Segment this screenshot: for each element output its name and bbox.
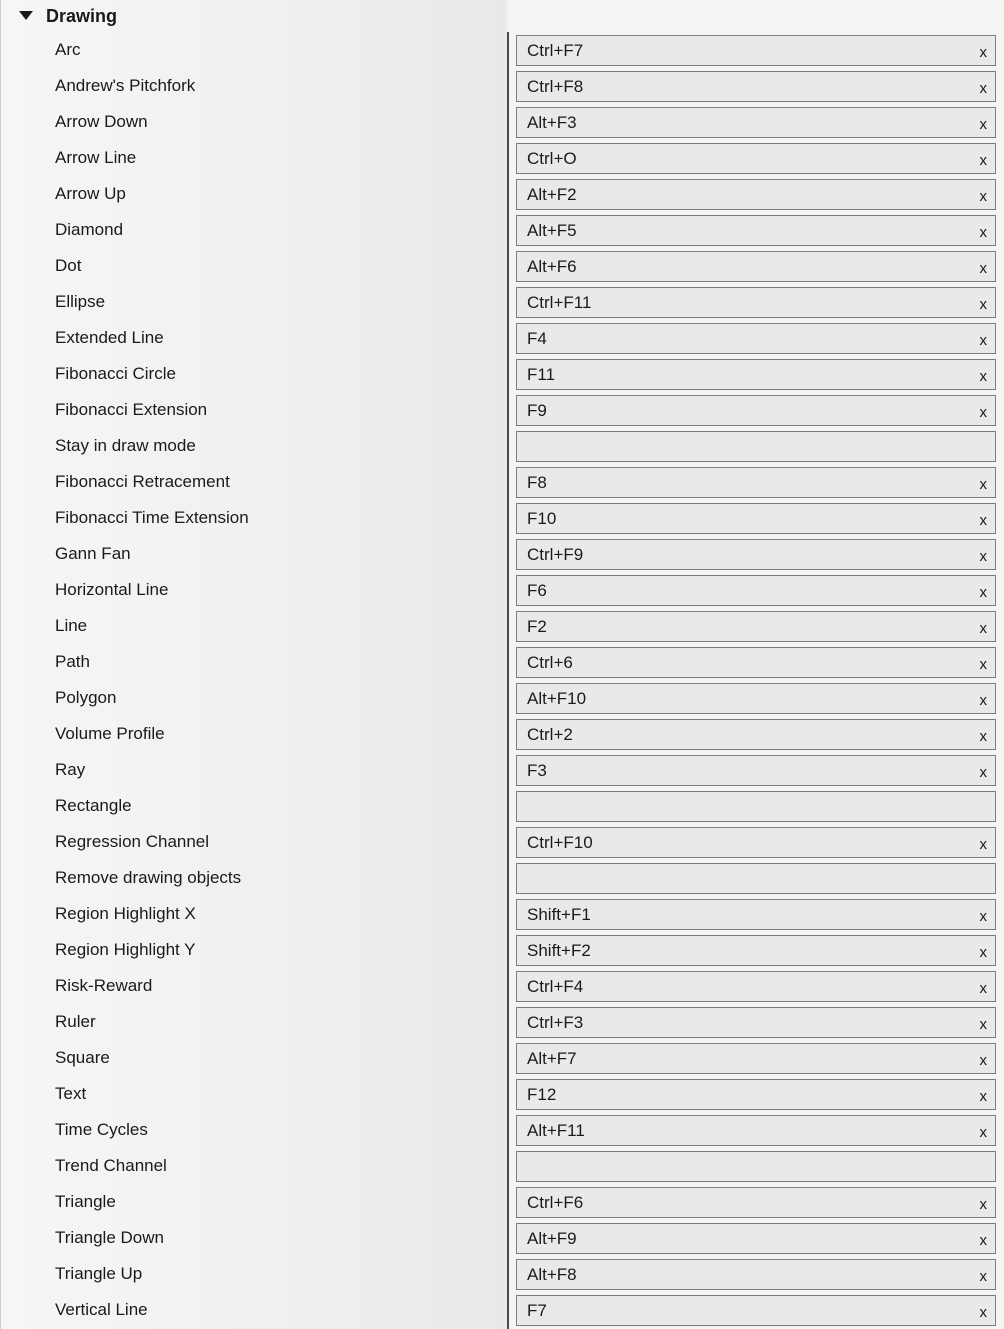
command-label: Gann Fan bbox=[55, 544, 131, 563]
hotkey-input[interactable] bbox=[516, 683, 996, 714]
hotkey-value: Ctrl+F4 bbox=[527, 977, 584, 996]
hotkey-input[interactable] bbox=[516, 755, 996, 786]
command-label: Andrew's Pitchfork bbox=[55, 76, 196, 95]
hotkey-row bbox=[0, 573, 1004, 609]
hotkey-value: Shift+F2 bbox=[527, 941, 591, 960]
clear-hotkey-button[interactable]: x bbox=[979, 944, 987, 961]
hotkey-input[interactable] bbox=[516, 1043, 996, 1074]
hotkey-input[interactable] bbox=[516, 71, 996, 102]
hotkey-row bbox=[0, 1293, 1004, 1329]
clear-hotkey-button[interactable]: x bbox=[979, 80, 987, 97]
clear-hotkey-button[interactable]: x bbox=[979, 368, 987, 385]
hotkey-input[interactable] bbox=[516, 935, 996, 966]
hotkey-input[interactable] bbox=[516, 215, 996, 246]
hotkey-value: Ctrl+O bbox=[527, 149, 577, 168]
clear-hotkey-button[interactable]: x bbox=[979, 908, 987, 925]
hotkey-value: Ctrl+F8 bbox=[527, 77, 584, 96]
clear-hotkey-button[interactable]: x bbox=[979, 44, 987, 61]
hotkey-row bbox=[0, 933, 1004, 969]
command-label: Dot bbox=[55, 256, 82, 275]
command-label: Text bbox=[55, 1084, 87, 1103]
command-label: Line bbox=[55, 616, 88, 635]
command-label: Arrow Line bbox=[55, 148, 137, 167]
clear-hotkey-button[interactable]: x bbox=[979, 1268, 987, 1285]
clear-hotkey-button[interactable]: x bbox=[979, 1088, 987, 1105]
hotkey-row bbox=[0, 285, 1004, 321]
hotkey-value: Alt+F11 bbox=[527, 1121, 585, 1140]
hotkey-input[interactable] bbox=[516, 1007, 996, 1038]
hotkey-row bbox=[0, 1077, 1004, 1113]
clear-hotkey-button[interactable]: x bbox=[979, 1232, 987, 1249]
hotkey-input[interactable] bbox=[516, 35, 996, 66]
hotkey-row bbox=[0, 357, 1004, 393]
clear-hotkey-button[interactable]: x bbox=[979, 224, 987, 241]
command-label: Region Highlight Y bbox=[55, 940, 196, 959]
hotkey-row bbox=[0, 537, 1004, 573]
hotkey-value: F2 bbox=[527, 617, 547, 636]
hotkey-input[interactable] bbox=[516, 575, 996, 606]
hotkey-row bbox=[0, 1257, 1004, 1293]
hotkey-value: Ctrl+F11 bbox=[527, 293, 592, 312]
hotkey-row bbox=[0, 609, 1004, 645]
command-label: Vertical Line bbox=[55, 1300, 148, 1319]
command-label: Arc bbox=[55, 40, 81, 59]
hotkey-row bbox=[0, 1041, 1004, 1077]
hotkey-value: Ctrl+F10 bbox=[527, 833, 593, 852]
command-label: Arrow Down bbox=[55, 112, 148, 131]
command-label: Triangle bbox=[55, 1192, 116, 1211]
clear-hotkey-button[interactable]: x bbox=[979, 260, 987, 277]
hotkey-input[interactable] bbox=[516, 467, 996, 498]
command-label: Triangle Down bbox=[55, 1228, 164, 1247]
hotkey-row bbox=[0, 861, 1004, 897]
hotkey-input[interactable] bbox=[516, 107, 996, 138]
hotkey-input[interactable] bbox=[516, 647, 996, 678]
clear-hotkey-button[interactable]: x bbox=[979, 548, 987, 565]
command-label: Region Highlight X bbox=[55, 904, 196, 923]
command-label: Square bbox=[55, 1048, 110, 1067]
command-label: Fibonacci Retracement bbox=[55, 472, 230, 491]
hotkey-input[interactable] bbox=[516, 791, 996, 822]
clear-hotkey-button[interactable]: x bbox=[979, 476, 987, 493]
clear-hotkey-button[interactable]: x bbox=[979, 1016, 987, 1033]
hotkey-value: Alt+F10 bbox=[527, 689, 587, 708]
command-label: Triangle Up bbox=[55, 1264, 143, 1283]
hotkey-row bbox=[0, 393, 1004, 429]
clear-hotkey-button[interactable]: x bbox=[979, 152, 987, 169]
command-label: Volume Profile bbox=[55, 724, 165, 743]
clear-hotkey-button[interactable]: x bbox=[979, 1052, 987, 1069]
clear-hotkey-button[interactable]: x bbox=[979, 584, 987, 601]
command-label: Diamond bbox=[55, 220, 124, 239]
hotkey-value: F8 bbox=[527, 473, 547, 492]
command-label: Remove drawing objects bbox=[55, 868, 242, 887]
hotkey-row bbox=[0, 969, 1004, 1005]
hotkey-value: Ctrl+2 bbox=[527, 725, 573, 744]
command-label: Fibonacci Circle bbox=[55, 364, 176, 383]
command-label: Arrow Up bbox=[55, 184, 126, 203]
hotkey-value: Alt+F9 bbox=[527, 1229, 577, 1248]
clear-hotkey-button[interactable]: x bbox=[979, 332, 987, 349]
hotkey-input[interactable] bbox=[516, 359, 996, 390]
hotkey-input[interactable] bbox=[516, 611, 996, 642]
command-label: Path bbox=[55, 652, 90, 671]
hotkey-input[interactable] bbox=[516, 827, 996, 858]
hotkey-value: Alt+F3 bbox=[527, 113, 577, 132]
command-label: Stay in draw mode bbox=[55, 436, 196, 455]
hotkey-row bbox=[0, 681, 1004, 717]
hotkey-value: Alt+F2 bbox=[527, 185, 577, 204]
hotkey-value: Ctrl+6 bbox=[527, 653, 573, 672]
hotkey-input[interactable] bbox=[516, 1259, 996, 1290]
hotkey-value: Alt+F6 bbox=[527, 257, 577, 276]
command-label: Extended Line bbox=[55, 328, 164, 347]
hotkey-row bbox=[0, 645, 1004, 681]
hotkey-row bbox=[0, 465, 1004, 501]
hotkey-row bbox=[0, 501, 1004, 537]
hotkey-input[interactable] bbox=[516, 1115, 996, 1146]
hotkey-input[interactable] bbox=[516, 719, 996, 750]
hotkey-row bbox=[0, 717, 1004, 753]
hotkey-input[interactable] bbox=[516, 251, 996, 282]
hotkey-row bbox=[0, 141, 1004, 177]
hotkey-value: F9 bbox=[527, 401, 547, 420]
clear-hotkey-button[interactable]: x bbox=[979, 692, 987, 709]
command-label: Trend Channel bbox=[55, 1156, 167, 1175]
hotkey-row bbox=[0, 1005, 1004, 1041]
command-label: Ruler bbox=[55, 1012, 96, 1031]
hotkey-input[interactable] bbox=[516, 179, 996, 210]
hotkey-input[interactable] bbox=[516, 863, 996, 894]
hotkey-value: F12 bbox=[527, 1085, 557, 1104]
command-label: Ellipse bbox=[55, 292, 106, 311]
hotkey-row bbox=[0, 753, 1004, 789]
clear-hotkey-button[interactable]: x bbox=[979, 512, 987, 529]
command-label: Time Cycles bbox=[55, 1120, 148, 1139]
hotkey-value: Alt+F5 bbox=[527, 221, 577, 240]
hotkey-row bbox=[0, 321, 1004, 357]
command-label: Rectangle bbox=[55, 796, 132, 815]
hotkey-row bbox=[0, 1149, 1004, 1185]
clear-hotkey-button[interactable]: x bbox=[979, 188, 987, 205]
section-title: Drawing bbox=[46, 6, 118, 26]
hotkey-row bbox=[0, 897, 1004, 933]
clear-hotkey-button[interactable]: x bbox=[979, 620, 987, 637]
command-label: Polygon bbox=[55, 688, 117, 707]
hotkey-input[interactable] bbox=[516, 395, 996, 426]
hotkey-input[interactable] bbox=[516, 287, 996, 318]
command-label: Regression Channel bbox=[55, 832, 210, 851]
hotkey-input[interactable] bbox=[516, 1295, 996, 1326]
hotkey-value: F10 bbox=[527, 509, 557, 528]
hotkey-value: Alt+F7 bbox=[527, 1049, 577, 1068]
hotkey-row bbox=[0, 1185, 1004, 1221]
hotkey-row bbox=[0, 1113, 1004, 1149]
clear-hotkey-button[interactable]: x bbox=[979, 296, 987, 313]
hotkey-row bbox=[0, 1221, 1004, 1257]
clear-hotkey-button[interactable]: x bbox=[979, 1196, 987, 1213]
hotkey-row bbox=[0, 177, 1004, 213]
hotkey-row bbox=[0, 249, 1004, 285]
hotkey-row bbox=[0, 105, 1004, 141]
command-label: Fibonacci Extension bbox=[55, 400, 208, 419]
hotkey-input[interactable] bbox=[516, 431, 996, 462]
clear-hotkey-button[interactable]: x bbox=[979, 404, 987, 421]
hotkey-row bbox=[0, 213, 1004, 249]
hotkey-value: F6 bbox=[527, 581, 547, 600]
clear-hotkey-button[interactable]: x bbox=[979, 764, 987, 781]
hotkey-input[interactable] bbox=[516, 1223, 996, 1254]
hotkey-input[interactable] bbox=[516, 539, 996, 570]
hotkey-input[interactable] bbox=[516, 503, 996, 534]
hotkey-row bbox=[0, 69, 1004, 105]
hotkey-value: Ctrl+F7 bbox=[527, 41, 584, 60]
command-label: Horizontal Line bbox=[55, 580, 169, 599]
hotkey-row bbox=[0, 429, 1004, 465]
clear-hotkey-button[interactable]: x bbox=[979, 1124, 987, 1141]
command-label: Ray bbox=[55, 760, 86, 779]
caret-down-icon[interactable] bbox=[19, 11, 33, 20]
hotkey-input[interactable] bbox=[516, 1187, 996, 1218]
hotkey-input[interactable] bbox=[516, 323, 996, 354]
hotkey-row bbox=[0, 789, 1004, 825]
hotkey-row bbox=[0, 33, 1004, 69]
command-label: Fibonacci Time Extension bbox=[55, 508, 249, 527]
hotkey-input[interactable] bbox=[516, 143, 996, 174]
hotkey-list bbox=[0, 33, 1004, 1329]
hotkey-input[interactable] bbox=[516, 1079, 996, 1110]
hotkey-input[interactable] bbox=[516, 899, 996, 930]
hotkey-row bbox=[0, 825, 1004, 861]
clear-hotkey-button[interactable]: x bbox=[979, 980, 987, 997]
clear-hotkey-button[interactable]: x bbox=[979, 116, 987, 133]
hotkey-value: F4 bbox=[527, 329, 547, 348]
clear-hotkey-button[interactable]: x bbox=[979, 836, 987, 853]
hotkey-input[interactable] bbox=[516, 971, 996, 1002]
drawing-section-header[interactable] bbox=[0, 0, 1004, 32]
clear-hotkey-button[interactable]: x bbox=[979, 656, 987, 673]
hotkey-value: F7 bbox=[527, 1301, 547, 1320]
hotkey-value: Ctrl+F3 bbox=[527, 1013, 584, 1032]
hotkey-value: Alt+F8 bbox=[527, 1265, 577, 1284]
hotkey-value: F3 bbox=[527, 761, 547, 780]
hotkey-value: F11 bbox=[527, 365, 556, 384]
hotkey-value: Ctrl+F6 bbox=[527, 1193, 584, 1212]
hotkey-value: Shift+F1 bbox=[527, 905, 591, 924]
hotkey-value: Ctrl+F9 bbox=[527, 545, 584, 564]
hotkey-input[interactable] bbox=[516, 1151, 996, 1182]
clear-hotkey-button[interactable]: x bbox=[979, 1304, 987, 1321]
clear-hotkey-button[interactable]: x bbox=[979, 728, 987, 745]
command-label: Risk-Reward bbox=[55, 976, 153, 995]
